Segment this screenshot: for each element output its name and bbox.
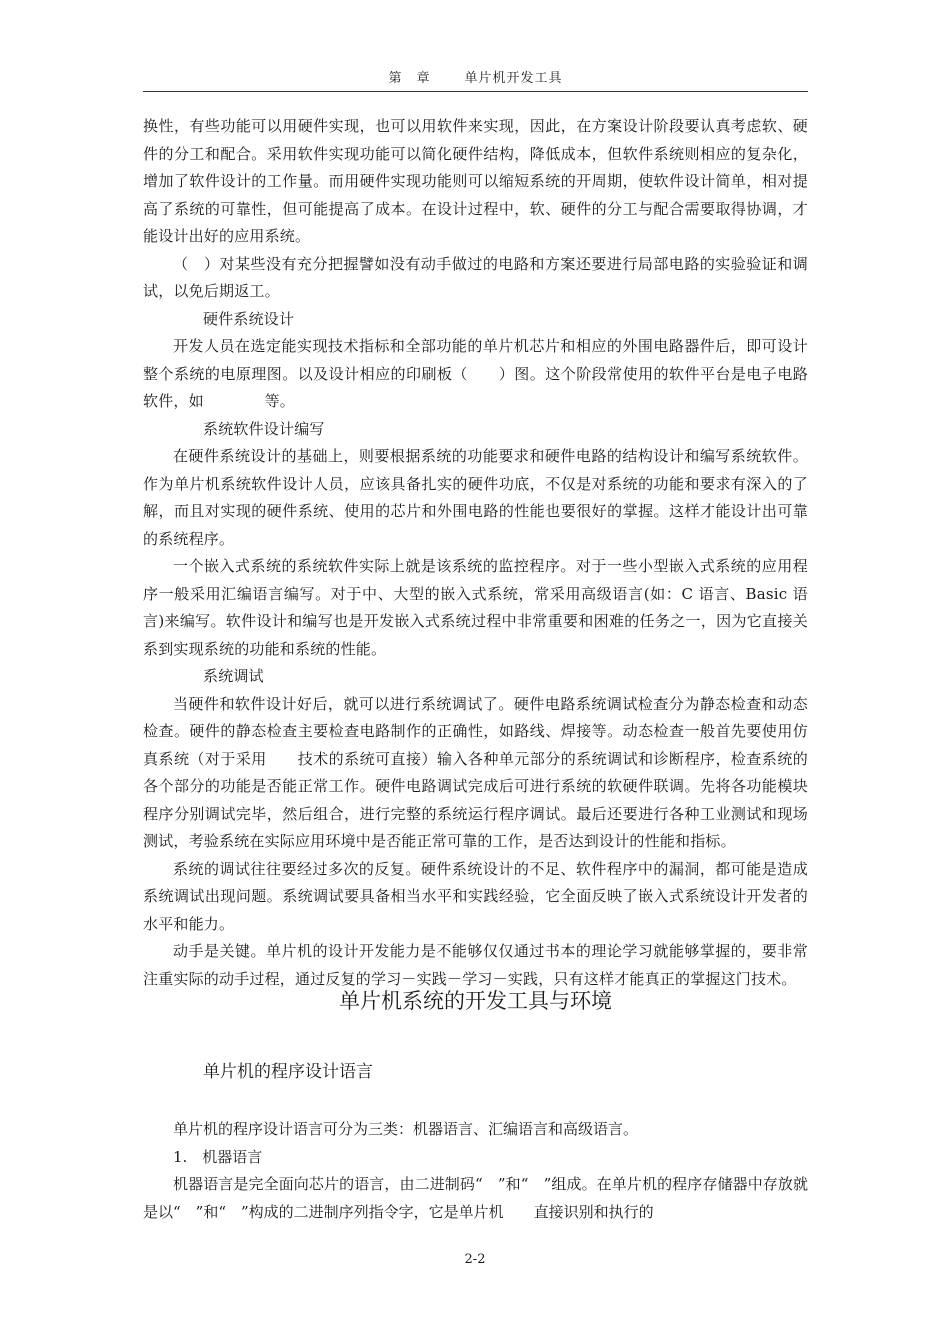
paragraph-7: 系统的调试往往要经过多次的反复。硬件系统设计的不足、软件程序中的漏洞，都可能是造成系统调试出现问题。系统调试要具备相当水平和实践经验，它全面反映了嵌入式系统设计开发者的水平和能力。	[143, 859, 808, 933]
paragraph-1: 换性，有些功能可以用硬件实现，也可以用软件来实现，因此，在方案设计阶段要认真考虑软、硬件的分工和配合。采用软件实现功能可以简化硬件结构，降低成本，但软件系统则相应的复杂化，增加了软件设计的工作量。而用硬件实现功能则可以缩短系统的开周期，使软件设计简单，相对提高了系统的可靠性，但可能提高了成本。在设计过程中，软、硬件的分工与配合需要取得协调，才能设计出好的应用系统。	[143, 117, 808, 245]
page-number: 2-2	[464, 1252, 486, 1267]
header-chapter-title: 单片机开发工具	[464, 71, 563, 86]
tail-paragraph-2: 机器语言是完全面向芯片的语言，由二进制码“ ”和“ ”组成。在单片机的程序存储器中存放就是以“ ”和“ ”构成的二进制序列指令字，它是单片机 直接识别和执行的	[143, 1175, 808, 1221]
page-header	[143, 70, 808, 92]
subsection-title: 单片机的程序设计语言	[203, 1062, 373, 1082]
header-chapter-label: 第 章	[388, 71, 431, 86]
tail-list-item-1: 1. 机器语言	[173, 1147, 263, 1166]
paragraph-6: 当硬件和软件设计好后，就可以进行系统调试了。硬件电路系统调试检查分为静态检查和动态检查。硬件的静态检查主要检查电路制作的正确性，如路线、焊接等。动态检查一般首先要使用仿真系统（对于采用 技术的系统可直接）输入各种单元部分的系统调试和诊断程序，检查系统的各个部分的功能是否能正常工作。硬件电路调试完成后可进行系统的软硬件联调。先将各功能模块程序分别调试完毕，然后组合，进行完整的系统运行程序调试。最后还要进行各种工业测试和现场测试，考验系统在实际应用环境中是否能正常可靠的工作，是否达到设计的性能和指标。	[143, 694, 808, 850]
header-rule	[143, 91, 808, 92]
tail-paragraph-1: 单片机的程序设计语言可分为三类：机器语言、汇编语言和高级语言。	[173, 1120, 639, 1138]
paragraph-8: 动手是关键。单片机的设计开发能力是不能够仅仅通过书本的理论学习就能够掌握的，要非常注重实际的动手过程，通过反复的学习－实践－学习－实践，只有这样才能真正的掌握这门技术。	[143, 942, 808, 988]
body-text	[143, 113, 839, 993]
paragraph-4: 在硬件系统设计的基础上，则要根据系统的功能要求和硬件电路的结构设计和编写系统软件。作为单片机系统软件设计人员，应该具备扎实的硬件功底，不仅是对系统的功能和要求有深入的了解，而且对实现的硬件系统、使用的芯片和外围电路的性能也要很好的掌握。这样才能设计出可靠的系统程序。	[143, 447, 808, 548]
section-title: 单片机系统的开发工具与环境	[339, 989, 612, 1013]
subheading-software-design: 系统软件设计编写	[203, 419, 325, 438]
paragraph-3: 开发人员在选定能实现技术指标和全部功能的单片机芯片和相应的外围电路器件后，即可设计整个系统的电原理图。以及设计相应的印刷板（ ）图。这个阶段常使用的软件平台是电子电路 软件，如 等。	[143, 337, 839, 410]
tail-text	[143, 1116, 808, 1226]
paragraph-2: （ ）对某些没有充分把握譬如没有动手做过的电路和方案还要进行局部电路的实验验证和调试，以免后期返工。	[143, 254, 808, 300]
paragraph-5: 一个嵌入式系统的系统软件实际上就是该系统的监控程序。对于一些小型嵌入式系统的应用程序一般采用汇编语言编写。对于中、大型的嵌入式系统，常采用高级语言(如：C 语言、Basic 语言)来编写。软件设计和编写也是开发嵌入式系统过程中非常重要和困难的任务之一，因为它直接关系到实现系统的功能和系统的性能。	[143, 557, 808, 658]
subheading-hardware-design: 硬件系统设计	[203, 309, 295, 328]
subheading-system-debug: 系统调试	[203, 667, 264, 685]
